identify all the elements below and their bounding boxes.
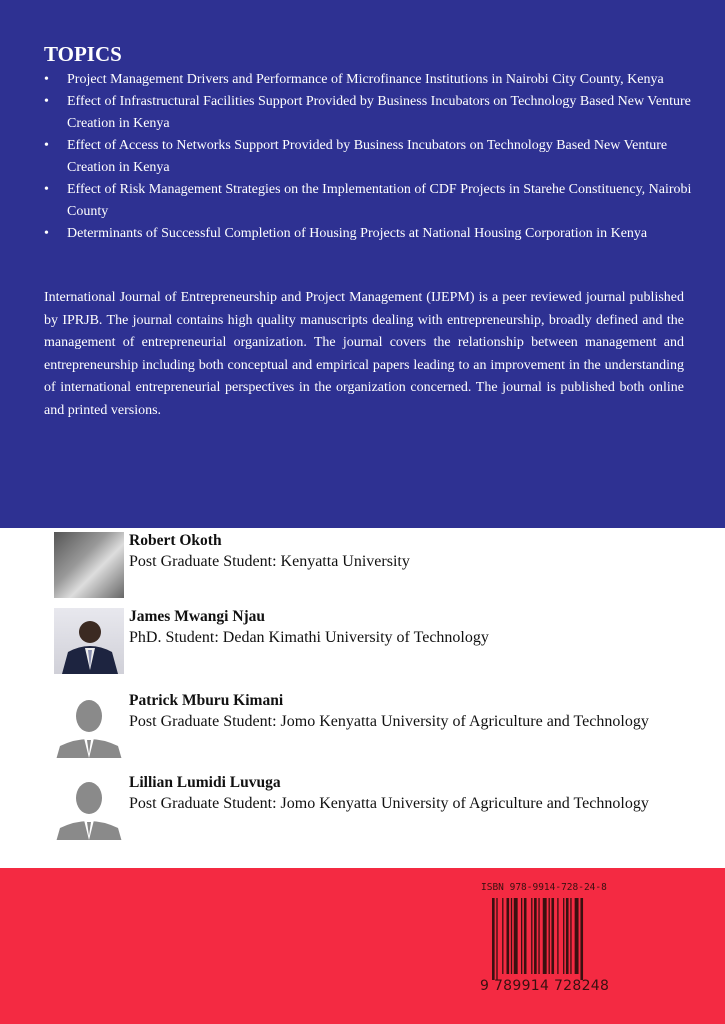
author-name: Lillian Lumidi Luvuga xyxy=(129,774,281,791)
topics-heading: TOPICS xyxy=(44,42,122,66)
journal-description: International Journal of Entrepreneurship and Project Management (IJEPM) is a peer reviewed journal published by IPRJB. The journal contains high quality manuscripts dealing with entrepreneurship, broadly defined and the management of entrepreneurial organization. The journal covers the relationship between management and entrepreneurship including both conceptual and empirical papers leading to an improvement in the understanding of international entrepreneurial perspectives in the organization concerned. The journal is published both online and printed versions. xyxy=(44,290,684,418)
avatar-placeholder-icon xyxy=(54,774,124,840)
barcode-bar xyxy=(575,898,579,974)
author-photo xyxy=(54,608,124,674)
barcode-bar xyxy=(551,898,554,974)
barcode-bar xyxy=(566,898,569,974)
barcode-bar xyxy=(538,898,539,974)
barcode-bar xyxy=(580,898,583,980)
topic-item: • Effect of Risk Management Strategies on the Implementation of CDF Projects in Starehe Constituency, Nairobi County xyxy=(44,179,694,223)
topic-item: • Determinants of Successful Completion of Housing Projects at National Housing Corporation in Kenya xyxy=(44,223,694,245)
barcode-bar xyxy=(570,898,571,974)
barcode-bar xyxy=(534,898,537,974)
barcode-bar xyxy=(543,898,547,974)
footer-band xyxy=(0,868,725,1024)
barcode-bar xyxy=(511,898,512,974)
barcode-bar xyxy=(507,898,510,974)
author-role: PhD. Student: Dedan Kimathi University of Technology xyxy=(129,629,489,646)
barcode-bar xyxy=(549,898,550,974)
topic-item: • Project Management Drivers and Performance of Microfinance Institutions in Nairobi City County, Kenya xyxy=(44,69,694,91)
barcode-bar xyxy=(492,898,495,980)
author-role: Post Graduate Student: Kenyatta University xyxy=(129,553,410,570)
topic-item: • Effect of Access to Networks Support Provided by Business Incubators on Technology Based New Venture Creation in Kenya xyxy=(44,135,694,179)
barcode-bar xyxy=(531,898,532,974)
barcode-bar xyxy=(496,898,497,980)
barcode-bar xyxy=(514,898,518,974)
isbn-label: ISBN 978-9914-728-24-8 xyxy=(481,882,607,893)
avatar-placeholder-icon xyxy=(54,692,124,758)
barcode-number: 9 789914 728248 xyxy=(480,978,610,994)
barcode-bar xyxy=(557,898,558,974)
barcode-bar xyxy=(563,898,564,974)
author-role: Post Graduate Student: Jomo Kenyatta University of Agriculture and Technology xyxy=(129,795,649,812)
author-photo xyxy=(54,532,124,598)
author-name: Robert Okoth xyxy=(129,532,222,549)
topic-item: • Effect of Infrastructural Facilities Support Provided by Business Incubators on Technology Based New Venture Creation in Kenya xyxy=(44,91,694,135)
author-role: Post Graduate Student: Jomo Kenyatta University of Agriculture and Technology xyxy=(129,713,649,730)
author-name: James Mwangi Njau xyxy=(129,608,266,625)
topics-list xyxy=(44,69,694,245)
author-name: Patrick Mburu Kimani xyxy=(129,692,284,709)
barcode-bar xyxy=(521,898,522,974)
barcode xyxy=(492,898,604,980)
barcode-bar xyxy=(502,898,503,974)
barcode-bar xyxy=(524,898,527,974)
